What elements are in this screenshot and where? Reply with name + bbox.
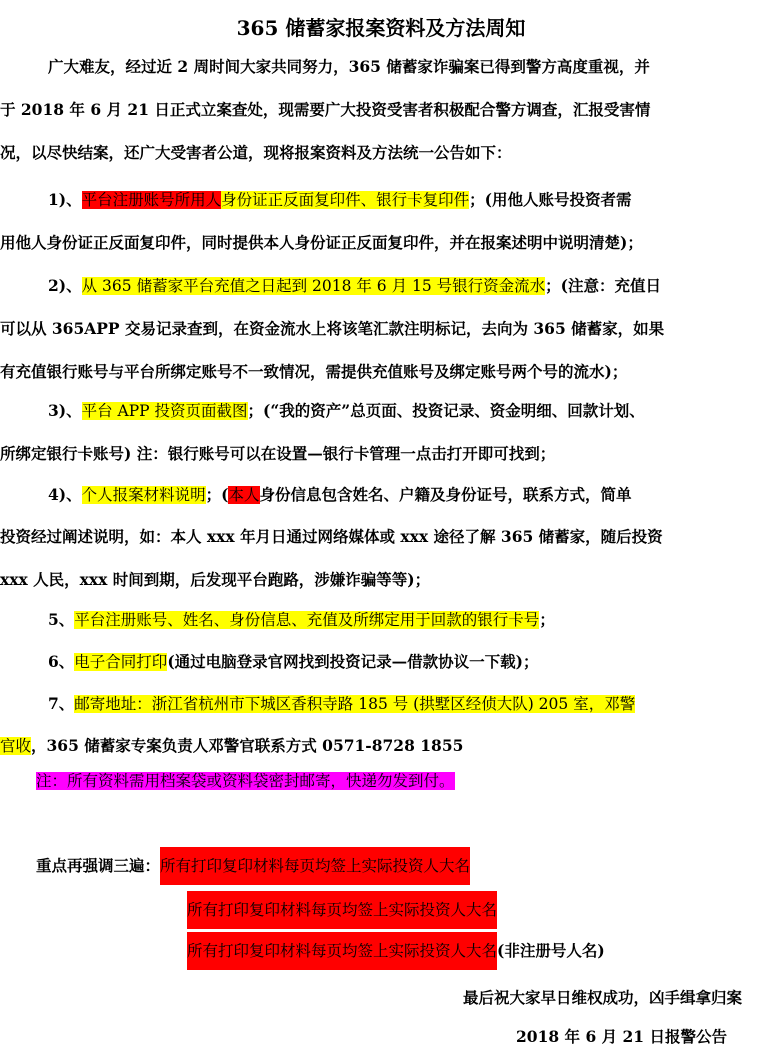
page-title: 365 储蓄家报案资料及方法周知	[236, 16, 526, 40]
emphasis-line-2	[0, 891, 762, 929]
item-3-text: ；(“我的资产”总页面、投资记录、资金明细、回款计划、	[247, 401, 645, 420]
item-1-yellow-highlight: 身份证正反面复印件、银行卡复印件	[221, 191, 470, 209]
emphasis-red-block-2: 所有打印复印材料每页均签上实际投资人大名	[187, 891, 497, 929]
item-6-number: 6、	[48, 652, 75, 671]
item-6	[0, 643, 762, 681]
item-7-yellow-highlight-2: 官收	[0, 737, 32, 755]
note-highlight: 注：所有资料需用档案袋或资料袋密封邮寄，快递勿发到付。	[36, 772, 455, 790]
item-7-line-2	[0, 727, 762, 765]
intro-line-1: 广大难友，经过近 2 周时间大家共同努力，365 储蓄家诈骗案已得到警方高度重视，并	[48, 57, 650, 76]
item-1-number: 1)、	[48, 190, 82, 209]
item-4-number: 4)、	[48, 485, 82, 504]
item-2-line-2: 可以从 365APP 交易记录查到，在资金流水上将该笔汇款注明标记，去向为 365 储蓄家，如果	[0, 319, 665, 338]
item-4-punct: ；(	[205, 485, 229, 504]
emphasis-red-block-1: 所有打印复印材料每页均签上实际投资人大名	[160, 847, 470, 885]
item-2	[0, 267, 762, 305]
item-3-yellow-highlight: 平台 APP 投资页面截图	[81, 402, 248, 420]
item-7-yellow-highlight: 邮寄地址：浙江省杭州市下城区香积寺路 185 号 (拱墅区经侦大队) 205 室，邓警	[74, 695, 636, 713]
emphasis-suffix: (非注册号人名)	[497, 941, 605, 960]
item-3-line-2: 所绑定银行卡账号) 注：银行账号可以在设置—银行卡管理一点击打开即可找到；	[0, 444, 556, 463]
intro-line-3: 况，以尽快结案，还广大受害者公道，现将报案资料及方法统一公告如下：	[0, 143, 512, 162]
item-5	[0, 601, 762, 639]
item-1-text: ；(用他人账号投资者需	[469, 190, 632, 209]
item-5-yellow-highlight: 平台注册账号、姓名、身份信息、充值及所绑定用于回款的银行卡号	[74, 611, 540, 629]
item-6-yellow-highlight: 电子合同打印	[74, 653, 168, 671]
item-5-text: ；	[539, 610, 555, 629]
item-3-number: 3)、	[48, 401, 82, 420]
item-1-line-2: 用他人身份证正反面复印件，同时提供本人身份证正反面复印件，并在报案述明中说明清楚)；	[0, 233, 643, 252]
note-line	[0, 762, 762, 800]
date-line: 2018 年 6 月 21 日报警公告	[516, 1027, 727, 1046]
item-3	[0, 392, 762, 430]
item-4-red-highlight: 本人	[228, 486, 260, 504]
item-7-number: 7、	[48, 694, 75, 713]
emphasis-red-block-3: 所有打印复印材料每页均签上实际投资人大名	[187, 932, 497, 970]
item-2-number: 2)、	[48, 276, 82, 295]
item-2-text: ；(注意：充值日	[545, 276, 662, 295]
item-4	[0, 476, 762, 514]
item-2-line-3: 有充值银行账号与平台所绑定账号不一致情况，需提供充值账号及绑定账号两个号的流水)；	[0, 362, 628, 381]
intro-line-2: 于 2018 年 6 月 21 日正式立案查处，现需要广大投资受害者积极配合警方调查，汇报受害情	[0, 100, 651, 119]
item-4-line-2: 投资经过阐述说明，如：本人 xxx 年月日通过网络媒体或 xxx 途径了解 365 储蓄家，随后投资	[0, 527, 663, 546]
item-6-text: (通过电脑登录官网找到投资记录—借款协议一下载)；	[167, 652, 539, 671]
emphasis-line-3	[0, 932, 762, 970]
item-1-red-highlight: 平台注册账号所用人	[81, 191, 222, 209]
emphasis-line-1	[0, 847, 762, 885]
item-7-contact-text: ，365 储蓄家专案负责人邓警官联系方式 0571-8728 1855	[31, 736, 464, 755]
item-4-line-3: xxx 人民，xxx 时间到期，后发现平台跑路，涉嫌诈骗等等)；	[0, 570, 431, 589]
item-7	[0, 685, 762, 723]
closing-line: 最后祝大家早日维权成功，凶手缉拿归案	[462, 988, 742, 1007]
item-4-yellow-highlight: 个人报案材料说明	[81, 486, 206, 504]
emphasis-label: 重点再强调三遍：	[36, 856, 161, 875]
item-5-number: 5、	[48, 610, 75, 629]
item-2-yellow-highlight: 从 365 储蓄家平台充值之日起到 2018 年 6 月 15 号银行资金流水	[81, 277, 546, 295]
item-4-text: 身份信息包含姓名、户籍及身份证号，联系方式，简单	[259, 485, 632, 504]
item-1	[0, 181, 762, 219]
